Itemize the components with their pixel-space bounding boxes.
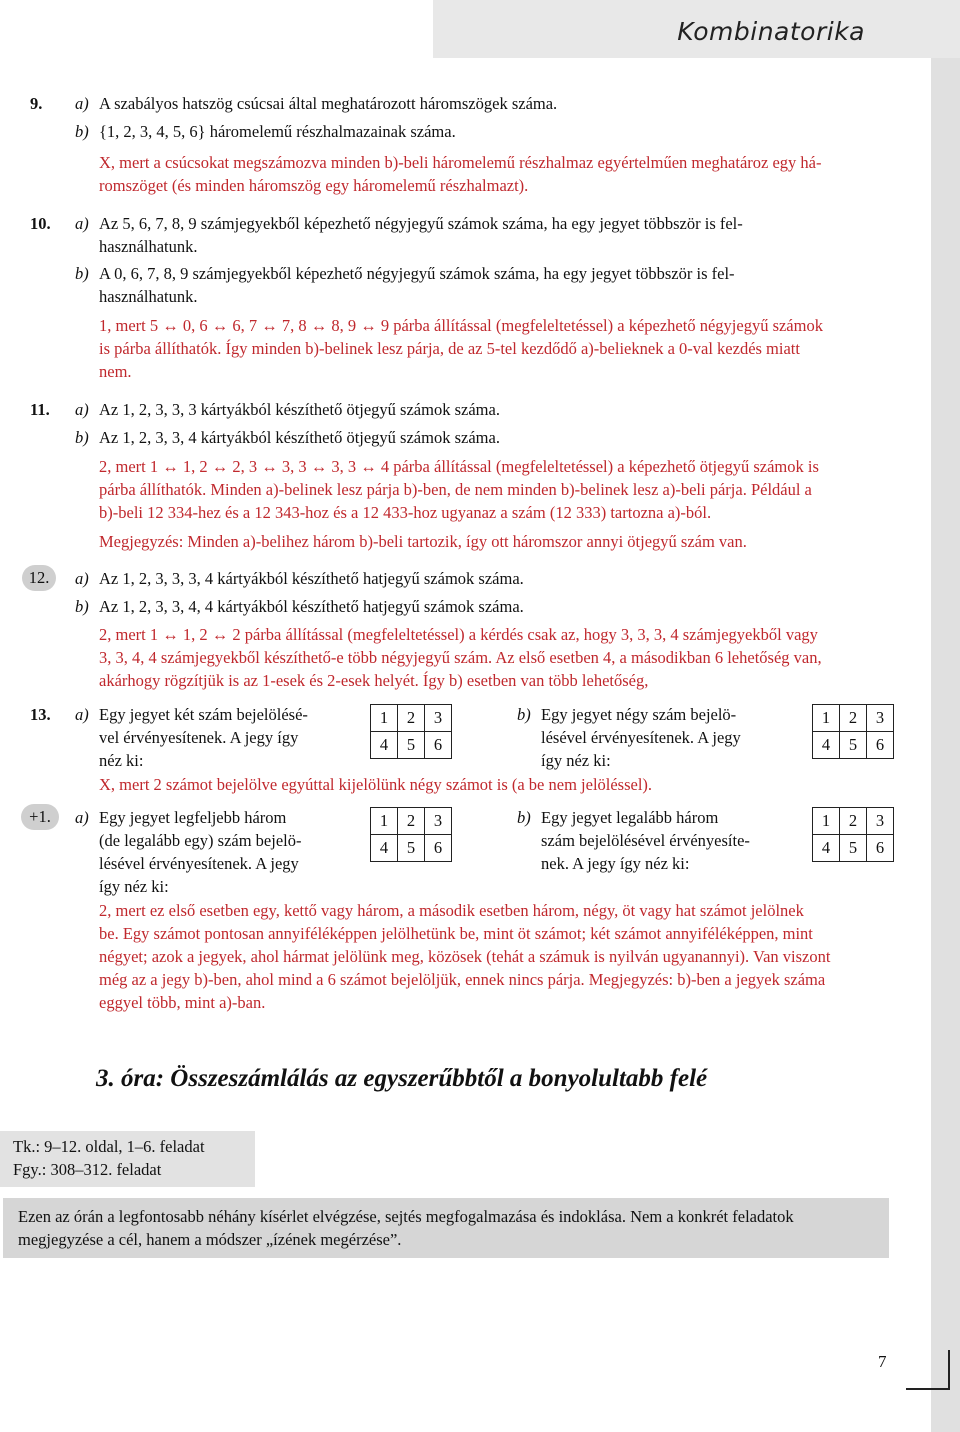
ticket-cell: 5 xyxy=(840,835,867,862)
problem-13b-text: Egy jegyet négy szám bejelö- xyxy=(541,705,737,724)
answer-10-line: 1, mert 5 ↔ 0, 6 ↔ 6, 7 ↔ 7, 8 ↔ 8, 9 ↔ 9 párba állítással (megfeleltetéssel) a képezhető négyjegyű számok xyxy=(99,316,823,335)
page-corner-mark xyxy=(906,1388,949,1390)
ticket-grid xyxy=(812,807,894,862)
answer-plus1-line: be. Egy számot pontosan annyiféléképpen jelölhetünk be, mint öt számot; két számot annyiféléképpen, mint xyxy=(99,924,813,943)
problem-number-12: 12. xyxy=(22,565,56,591)
problem-9b-text: {1, 2, 3, 4, 5, 6} háromelemű részhalmazainak száma. xyxy=(99,122,456,141)
workbook-reference: Fgy.: 308–312. feladat xyxy=(13,1160,162,1179)
ticket-cell: 3 xyxy=(425,705,452,732)
problem-plus1b-text: szám bejelölésével érvényesíte- xyxy=(541,831,750,850)
ticket-cell: 2 xyxy=(840,705,867,732)
part-label-a: a) xyxy=(75,400,89,419)
answer-plus1-line: 2, mert ez első esetben egy, kettő vagy három, a második esetben három, négy, öt vagy hat számot jelölnek xyxy=(99,901,804,920)
part-label-a: a) xyxy=(75,705,89,724)
part-label-b: b) xyxy=(75,428,89,447)
ticket-cell: 4 xyxy=(813,835,840,862)
reference-box xyxy=(0,1131,255,1187)
problem-13a-text: vel érvényesítenek. A jegy így xyxy=(99,728,299,747)
part-label-b: b) xyxy=(517,808,531,827)
ticket-cell: 3 xyxy=(425,808,452,835)
answer-9-line: X, mert a csúcsokat megszámozva minden b)-beli háromelemű részhalmaz egyértelműen meghatároz egy há- xyxy=(99,153,822,172)
problem-number-13: 13. xyxy=(30,705,51,724)
problem-13a-text: Egy jegyet két szám bejelölésé- xyxy=(99,705,308,724)
problem-number-9: 9. xyxy=(30,94,43,113)
ticket-cell: 4 xyxy=(371,732,398,759)
ticket-cell: 1 xyxy=(371,705,398,732)
part-label-a: a) xyxy=(75,94,89,113)
answer-12-line: akárhogy rögzítjük is az 1-esek és 2-esek helyét. Így b) esetben van több lehetőség, xyxy=(99,671,649,690)
answer-12-line: 3, 3, 4, 4 számjegyekből készíthető-e több négyjegyű szám. Az első esetben 4, a másodikban 6 lehetőség van, xyxy=(99,648,822,667)
problem-number-11: 11. xyxy=(30,400,50,419)
answer-9-line: romszöget (és minden háromszög egy háromelemű részhalmazt). xyxy=(99,176,529,195)
problem-plus1a-text: (de legalább egy) szám bejelö- xyxy=(99,831,302,850)
ticket-cell: 4 xyxy=(371,835,398,862)
ticket-cell: 6 xyxy=(867,732,894,759)
ticket-cell: 6 xyxy=(867,835,894,862)
problem-plus1b-text: Egy jegyet legalább három xyxy=(541,808,719,827)
ticket-cell: 2 xyxy=(398,808,425,835)
problem-plus1a-text: lésével érvényesítenek. A jegy xyxy=(99,854,299,873)
part-label-a: a) xyxy=(75,214,89,233)
lesson-note-text: Ezen az órán a legfontosabb néhány kísérlet elvégzése, sejtés megfogalmazása és indoklása. Nem a konkrét feladatok megjegyzése a cél, hanem a módszer „ízének megérzése”. xyxy=(18,1207,794,1249)
answer-11-line: párba állíthatók. Minden a)-belinek lesz párja b)-ben, de nem minden b)-belinek lesz a)-beli párja. Például a xyxy=(99,480,812,499)
answer-11-line: 2, mert 1 ↔ 1, 2 ↔ 2, 3 ↔ 3, 3 ↔ 3, 3 ↔ 4 párba állítással (megfeleltetéssel) a képezhető ötjegyű számok is xyxy=(99,457,819,476)
answer-plus1-line: eggyel több, mint a)-ban. xyxy=(99,993,266,1012)
textbook-reference: Tk.: 9–12. oldal, 1–6. feladat xyxy=(13,1137,205,1156)
problem-plus1a-text: így néz ki: xyxy=(99,877,169,896)
problem-11a-text: Az 1, 2, 3, 3, 3 kártyákból készíthető ötjegyű számok száma. xyxy=(99,400,500,419)
problem-10a-text: használhatunk. xyxy=(99,237,198,256)
lesson-note-box xyxy=(3,1198,889,1258)
ticket-cell: 4 xyxy=(813,732,840,759)
answer-12-line: 2, mert 1 ↔ 1, 2 ↔ 2 párba állítással (megfeleltetéssel) a kérdés csak az, hogy 3, 3, 3, 4 számjegyekből vagy xyxy=(99,625,818,644)
ticket-cell: 3 xyxy=(867,808,894,835)
problem-13b-text: lésével érvényesítenek. A jegy xyxy=(541,728,741,747)
answer-plus1-line: négyet; azok a jegyek, ahol hármat jelölünk meg, közösek (tehát a számuk is nyilván ugyanannyi). Van viszont xyxy=(99,947,831,966)
ticket-cell: 1 xyxy=(371,808,398,835)
problem-10b-text: A 0, 6, 7, 8, 9 számjegyekből képezhető négyjegyű számok száma, ha egy jegyet többször is fel- xyxy=(99,264,735,283)
problem-10b-text: használhatunk. xyxy=(99,287,198,306)
part-label-b: b) xyxy=(75,264,89,283)
ticket-grid xyxy=(370,807,452,862)
ticket-cell: 2 xyxy=(398,705,425,732)
problem-13a-text: néz ki: xyxy=(99,751,144,770)
ticket-cell: 1 xyxy=(813,808,840,835)
answer-13-line: X, mert 2 számot bejelölve egyúttal kijelölünk négy számot is (a be nem jelöléssel). xyxy=(99,775,653,794)
problem-13b-text: így néz ki: xyxy=(541,751,611,770)
problem-9a-text: A szabályos hatszög csúcsai által meghatározott háromszögek száma. xyxy=(99,94,558,113)
problem-10a-text: Az 5, 6, 7, 8, 9 számjegyekből képezhető négyjegyű számok száma, ha egy jegyet többször is fel- xyxy=(99,214,743,233)
answer-10-line: nem. xyxy=(99,362,132,381)
answer-11-note: Megjegyzés: Minden a)-belihez három b)-beli tartozik, így ott háromszor annyi ötjegyű szám van. xyxy=(99,532,747,551)
section-title: 3. óra: Összeszámlálás az egyszerűbbtől a bonyolultabb felé xyxy=(96,1065,708,1092)
part-label-b: b) xyxy=(75,122,89,141)
ticket-cell: 5 xyxy=(398,732,425,759)
answer-plus1-line: még az a jegy b)-ben, ahol mind a 6 számot bejelöljük, ennek nincs párja. Megjegyzés: b)-ben a jegyek száma xyxy=(99,970,826,989)
page-number: 7 xyxy=(878,1352,887,1371)
problem-plus1a-text: Egy jegyet legfeljebb három xyxy=(99,808,287,827)
ticket-grid xyxy=(812,704,894,759)
page-corner-mark xyxy=(948,1350,950,1390)
part-label-b: b) xyxy=(517,705,531,724)
ticket-cell: 5 xyxy=(840,732,867,759)
part-label-a: a) xyxy=(75,569,89,588)
part-label-a: a) xyxy=(75,808,89,827)
problem-12a-text: Az 1, 2, 3, 3, 3, 4 kártyákból készíthető hatjegyű számok száma. xyxy=(99,569,524,588)
ticket-cell: 5 xyxy=(398,835,425,862)
answer-11-line: b)-beli 12 334-hez és a 12 343-hoz és a 12 433-hoz ugyanaz a szám (12 333) tartozna a)-ból. xyxy=(99,503,712,522)
ticket-cell: 6 xyxy=(425,732,452,759)
ticket-cell: 6 xyxy=(425,835,452,862)
ticket-cell: 3 xyxy=(867,705,894,732)
problem-plus1b-text: nek. A jegy így néz ki: xyxy=(541,854,690,873)
margin-strip xyxy=(931,58,960,1432)
ticket-cell: 1 xyxy=(813,705,840,732)
ticket-grid xyxy=(370,704,452,759)
problem-12b-text: Az 1, 2, 3, 3, 4, 4 kártyákból készíthető hatjegyű számok száma. xyxy=(99,597,524,616)
problem-number-plus1: +1. xyxy=(21,804,59,830)
chapter-title: Kombinatorika xyxy=(677,17,865,46)
ticket-cell: 2 xyxy=(840,808,867,835)
answer-10-line: is párba állíthatók. Így minden b)-belinek lesz párja, de az 5-tel kezdődő a)-belieknek a 0-val kezdés miatt xyxy=(99,339,800,358)
problem-number-10: 10. xyxy=(30,214,51,233)
problem-11b-text: Az 1, 2, 3, 3, 4 kártyákból készíthető ötjegyű számok száma. xyxy=(99,428,500,447)
part-label-b: b) xyxy=(75,597,89,616)
